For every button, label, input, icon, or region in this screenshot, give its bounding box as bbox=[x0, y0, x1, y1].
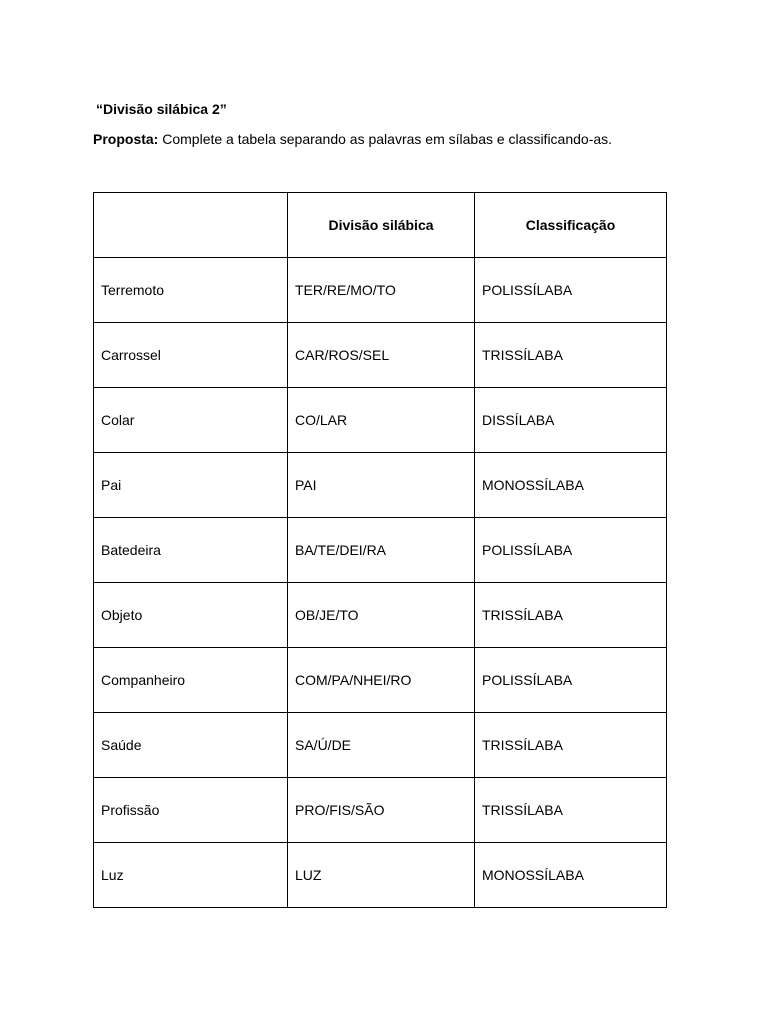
word-cell: Luz bbox=[94, 843, 288, 908]
classification-cell: TRISSÍLABA bbox=[475, 583, 667, 648]
word-cell: Terremoto bbox=[94, 258, 288, 323]
division-cell: TER/RE/MO/TO bbox=[288, 258, 475, 323]
table-row bbox=[94, 323, 667, 388]
division-cell: CAR/ROS/SEL bbox=[288, 323, 475, 388]
table-row bbox=[94, 778, 667, 843]
table-row bbox=[94, 258, 667, 323]
table-row bbox=[94, 843, 667, 908]
word-cell: Profissão bbox=[94, 778, 288, 843]
classification-cell: DISSÍLABA bbox=[475, 388, 667, 453]
classification-cell: MONOSSÍLABA bbox=[475, 843, 667, 908]
classification-cell: POLISSÍLABA bbox=[475, 258, 667, 323]
word-cell: Companheiro bbox=[94, 648, 288, 713]
table-row bbox=[94, 713, 667, 778]
document-title: “Divisão silábica 2” bbox=[96, 101, 227, 117]
header-word bbox=[94, 193, 288, 258]
classification-cell: TRISSÍLABA bbox=[475, 323, 667, 388]
classification-cell: POLISSÍLABA bbox=[475, 518, 667, 583]
classification-cell: TRISSÍLABA bbox=[475, 713, 667, 778]
word-cell: Batedeira bbox=[94, 518, 288, 583]
table-row bbox=[94, 453, 667, 518]
table-row bbox=[94, 518, 667, 583]
header-classification: Classificação bbox=[475, 193, 667, 258]
classification-cell: TRISSÍLABA bbox=[475, 778, 667, 843]
table-row bbox=[94, 648, 667, 713]
division-cell: CO/LAR bbox=[288, 388, 475, 453]
division-cell: OB/JE/TO bbox=[288, 583, 475, 648]
division-cell: PRO/FIS/SÃO bbox=[288, 778, 475, 843]
syllable-table bbox=[93, 192, 667, 908]
header-division: Divisão silábica bbox=[288, 193, 475, 258]
proposal-text: Complete a tabela separando as palavras em sílabas e classificando-as. bbox=[158, 131, 613, 147]
word-cell: Objeto bbox=[94, 583, 288, 648]
table-row bbox=[94, 583, 667, 648]
proposal-label: Proposta: bbox=[93, 131, 159, 147]
division-cell: COM/PA/NHEI/RO bbox=[288, 648, 475, 713]
word-cell: Carrossel bbox=[94, 323, 288, 388]
division-cell: PAI bbox=[288, 453, 475, 518]
division-cell: BA/TE/DEI/RA bbox=[288, 518, 475, 583]
table-header-row bbox=[94, 193, 667, 258]
table-row bbox=[94, 388, 667, 453]
proposal-instruction bbox=[93, 131, 612, 147]
word-cell: Saúde bbox=[94, 713, 288, 778]
word-cell: Colar bbox=[94, 388, 288, 453]
classification-cell: POLISSÍLABA bbox=[475, 648, 667, 713]
classification-cell: MONOSSÍLABA bbox=[475, 453, 667, 518]
word-cell: Pai bbox=[94, 453, 288, 518]
division-cell: LUZ bbox=[288, 843, 475, 908]
division-cell: SA/Ú/DE bbox=[288, 713, 475, 778]
